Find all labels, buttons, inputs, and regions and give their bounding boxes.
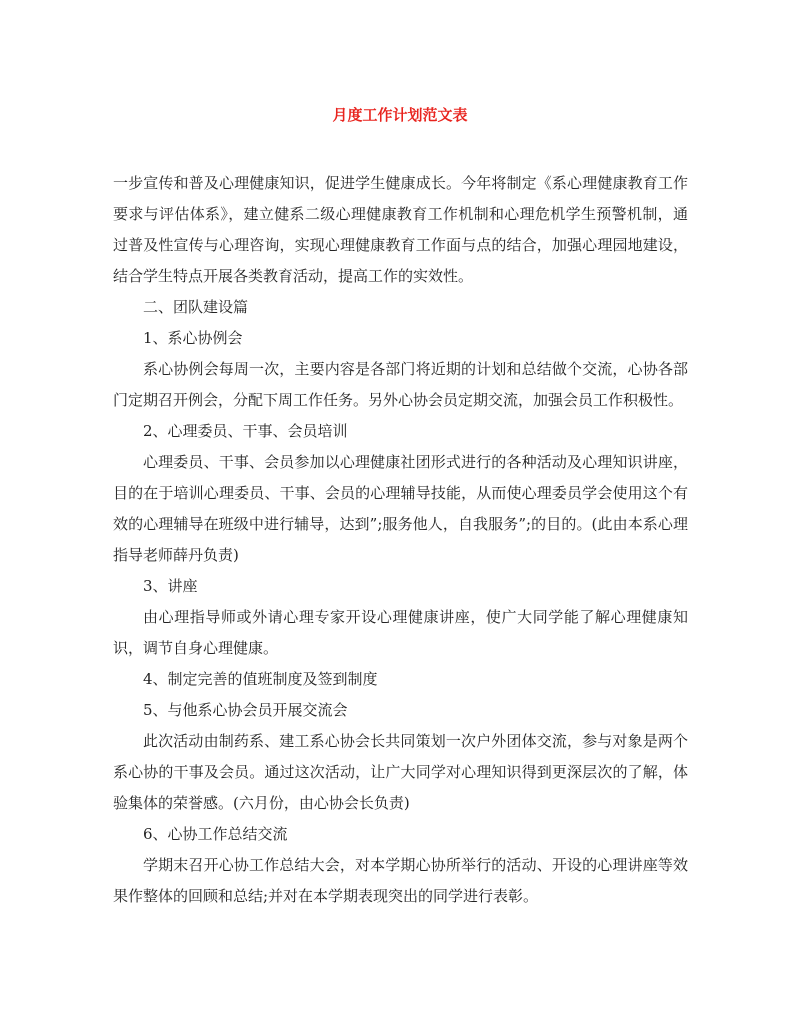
item-heading-1: 1、系心协例会 xyxy=(143,329,243,347)
section-heading-team: 二、团队建设篇 xyxy=(143,298,249,316)
paragraph-1: 系心协例会每周一次，主要内容是各部门将近期的计划和总结做个交流，心协各部门定期召开例会，分配下周工作任务。另外心协会员定期交流，加强会员工作积极性。 xyxy=(113,360,688,409)
paragraph-intro: 一步宣传和普及心理健康知识，促进学生健康成长。今年将制定《系心理健康教育工作要求与评估体系》，建立健系二级心理健康教育工作机制和心理危机学生预警机制，通过普及性宣传与心理咨询，实现心理健康教育工作面与点的结合，加强心理园地建设，结合学生特点开展各类教育活动，提高工作的实效性。 xyxy=(113,174,688,285)
item-heading-6: 6、心协工作总结交流 xyxy=(143,825,288,843)
paragraph-5: 此次活动由制药系、建工系心协会长共同策划一次户外团体交流，参与对象是两个系心协的干事及会员。通过这次活动，让广大同学对心理知识得到更深层次的了解，体验集体的荣誉感。(六月份，由心协会长负责) xyxy=(113,732,688,812)
document-title: 月度工作计划范文表 xyxy=(332,106,468,124)
document-body xyxy=(113,168,688,912)
paragraph-6: 学期末召开心协工作总结大会，对本学期心协所举行的活动、开设的心理讲座等效果作整体的回顾和总结;并对在本学期表现突出的同学进行表彰。 xyxy=(113,856,688,905)
item-heading-3: 3、讲座 xyxy=(143,577,198,595)
paragraph-3: 由心理指导师或外请心理专家开设心理健康讲座，使广大同学能了解心理健康知识，调节自身心理健康。 xyxy=(113,608,688,657)
item-heading-4: 4、制定完善的值班制度及签到制度 xyxy=(143,670,378,688)
item-heading-2: 2、心理委员、干事、会员培训 xyxy=(143,422,348,440)
item-heading-5: 5、与他系心协会员开展交流会 xyxy=(143,701,348,719)
paragraph-2: 心理委员、干事、会员参加以心理健康社团形式进行的各种活动及心理知识讲座，目的在于培训心理委员、干事、会员的心理辅导技能，从而使心理委员学会使用这个有效的心理辅导在班级中进行辅导，达到”;服务他人，自我服务”;的目的。(此由本系心理指导老师薛丹负责) xyxy=(113,453,688,564)
